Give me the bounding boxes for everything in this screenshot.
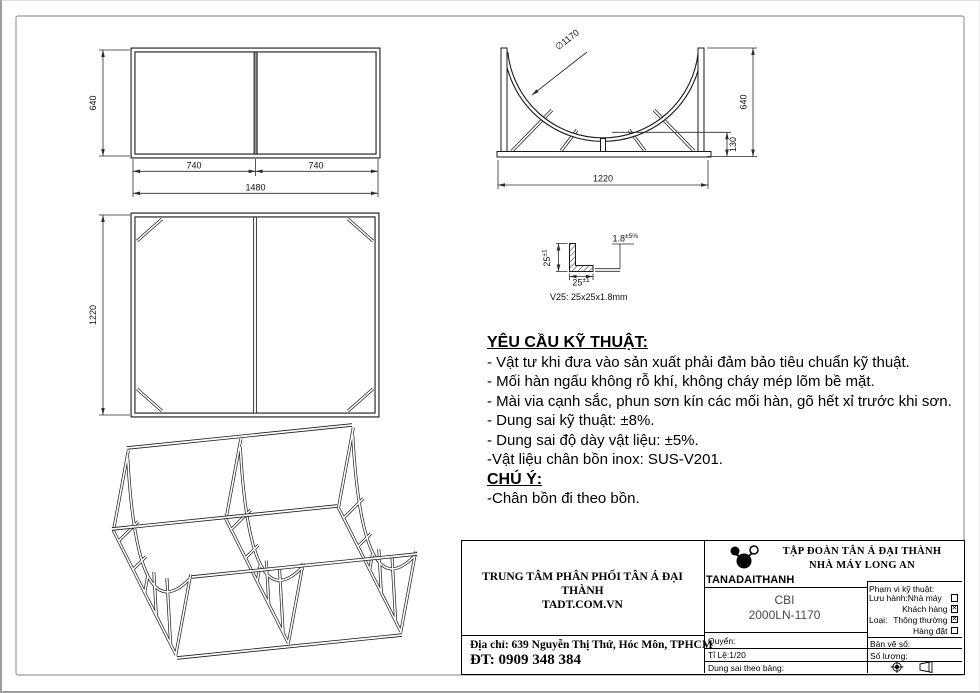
center-post	[601, 139, 606, 153]
base-rail	[497, 152, 711, 158]
scope-row	[869, 605, 958, 614]
company-logo-text: TANADAITHANH	[706, 574, 795, 586]
divider	[704, 587, 867, 588]
note-item: -Chân bồn đi theo bồn.	[487, 490, 640, 507]
scope-label: Loại:	[869, 614, 888, 625]
dim-profile-thickness: $1.8^{\pm 5\%}$	[612, 233, 638, 244]
side-view-dimensions	[498, 27, 757, 189]
divider	[867, 581, 868, 673]
title-block	[461, 540, 965, 675]
scope-row	[869, 615, 958, 624]
technical-requirements	[487, 333, 955, 509]
company-factory: NHÀ MÁY LONG AN	[809, 559, 915, 571]
dim-front-left: 740	[186, 160, 202, 171]
field-tolerance: Dung sai theo bảng:	[708, 663, 785, 673]
top-view	[88, 215, 377, 415]
distributor-address: Địa chỉ: 639 Nguyễn Thị Thứ, Hóc Môn, TPHCM	[470, 639, 713, 651]
scope-row	[869, 626, 958, 635]
requirement-item: - Dung sai kỹ thuật: ±8%.	[487, 412, 655, 429]
scope-label: Khách hàng	[902, 604, 948, 614]
distributor-name: TRUNG TÂM PHÂN PHỐI TÂN Á ĐẠI THÀNH	[482, 571, 683, 597]
dim-side-height: 640	[738, 94, 749, 110]
checkbox[interactable]: ✕	[951, 615, 958, 623]
dim-profile-leg-vertical: $25^{\pm 1}$	[541, 249, 552, 267]
dim-side-saddle-offset: 130	[728, 136, 738, 153]
company-group-cell	[762, 545, 962, 572]
dim-side-width: 1220	[592, 173, 614, 184]
dim-top-depth: 1220	[88, 304, 98, 326]
iso-rib-right	[338, 428, 415, 633]
product-model: 2000LN-1170	[748, 608, 821, 622]
distributor-phone: ĐT: 0909 348 384	[470, 652, 581, 668]
requirement-item: -Vật liệu chân bồn inox: SUS-V201.	[487, 451, 723, 468]
company-logo-icon	[724, 543, 766, 573]
divider	[867, 637, 963, 638]
requirement-item: - Mối hàn ngấu không rỗ khí, không cháy mép lõm bề mặt.	[487, 373, 875, 390]
checkbox[interactable]	[951, 627, 959, 635]
projection-symbols	[882, 661, 952, 673]
left-post	[501, 48, 507, 152]
top-view-dimensions	[88, 215, 130, 415]
field-scale: Tỉ Lệ:1/20	[708, 649, 746, 660]
dim-front-height: 640	[88, 95, 98, 111]
side-view	[497, 27, 757, 189]
dim-front-right: 740	[308, 160, 324, 171]
product-code: CBI	[774, 593, 795, 607]
note-title: CHÚ Ý:	[487, 470, 543, 488]
first-angle-projection-icon	[891, 661, 904, 673]
divider	[704, 632, 867, 633]
requirement-item: - Vật tư khi đưa vào sản xuất phải đảm bảo tiêu chuẩn kỹ thuật.	[487, 353, 910, 371]
scope-row	[869, 594, 958, 603]
cone-projection-icon	[920, 662, 932, 673]
scope-label: Lưu hành:Nhà máy	[869, 593, 942, 603]
iso-rib-left	[113, 451, 190, 656]
scope-label: Hàng đặt	[913, 625, 948, 636]
checkbox[interactable]: ✕	[951, 605, 958, 613]
iso-rib-middle	[226, 439, 303, 644]
profile-detail-view	[542, 233, 639, 302]
dim-side-diameter: ∅1170	[553, 27, 581, 52]
field-quantity: Số lượng:	[870, 651, 908, 661]
divider	[867, 581, 963, 582]
checkbox[interactable]	[951, 594, 959, 602]
requirements-title: YÊU CẦU KỸ THUẬT:	[487, 334, 648, 351]
company-group-name: TẬP ĐOÀN TÂN Á ĐẠI THÀNH	[782, 546, 942, 557]
field-drawing-no: Bản vẽ số:	[870, 638, 911, 649]
requirement-item: - Dung sai độ dày vật liệu: ±5%.	[487, 431, 699, 449]
divider	[462, 635, 704, 636]
right-post	[698, 48, 704, 152]
requirement-item: - Mài via cạnh sắc, phun sơn kín các mối hàn, gõ hết xỉ trước khi sơn.	[487, 392, 952, 410]
scope-title: Phạm vi kỹ thuật:	[869, 584, 935, 594]
product-cell	[703, 593, 866, 623]
isometric-view	[112, 425, 417, 658]
front-view	[88, 50, 378, 197]
field-volume: Quyển:	[708, 636, 736, 646]
profile-caption: V25: 25x25x1.8mm	[550, 292, 628, 302]
distributor-cell	[462, 570, 703, 612]
scope-label: Thông thường	[893, 614, 948, 625]
distributor-website: TADT.COM.VN	[542, 599, 623, 611]
dim-front-total: 1480	[245, 182, 266, 193]
dim-profile-leg-horizontal: $25^{\pm 1}$	[572, 277, 590, 288]
